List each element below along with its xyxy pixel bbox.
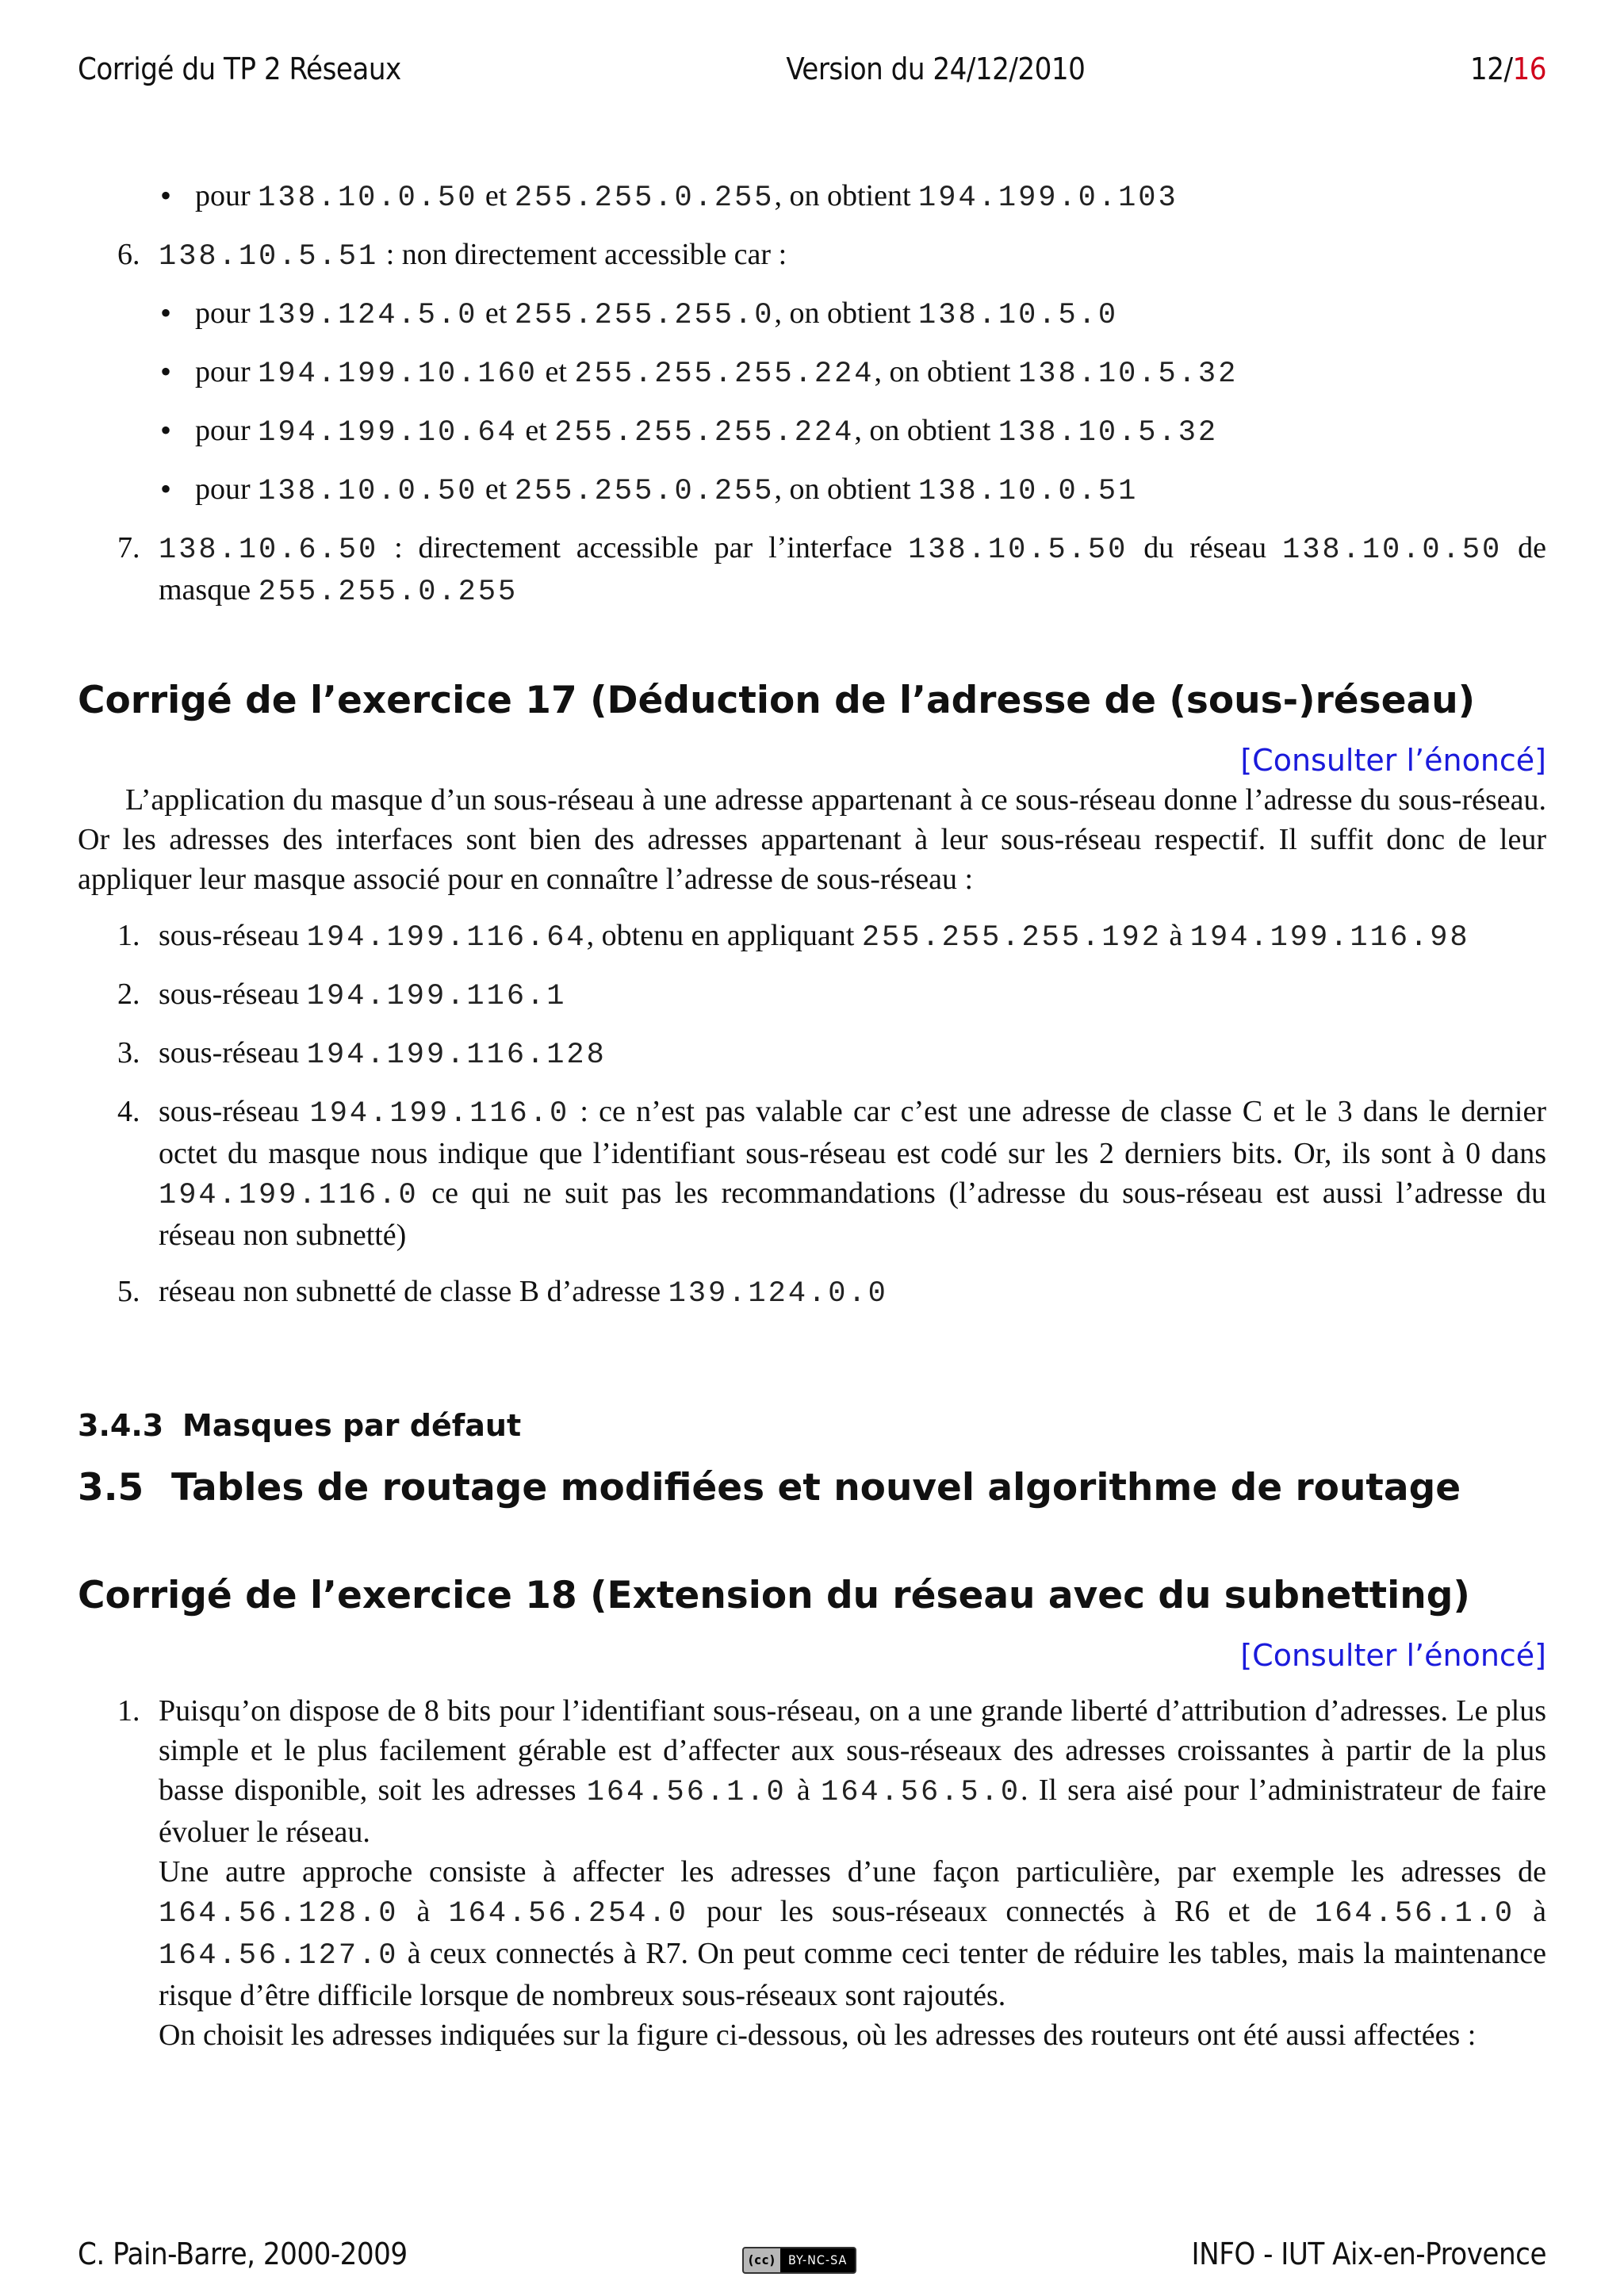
list-item: • pour 194.199.10.160 et 255.255.255.224, on obtient 138.10.5.32 — [195, 352, 1546, 394]
exercise-18-paragraph: Une autre approche consiste à affecter les adresses d’une façon particulière, par exemple les adresses de 164.56.128.0 à 164.56.254.0 pour les sous-réseaux connectés à R6 et de 164.56.1.0 à 164.56.127.0 à ceux connectés à R7. On peut comme ceci tenter de réduire les tables, mais la maintenance risque d’être difficile lorsque de nombreux sous-réseaux sont rajoutés. — [159, 1855, 1546, 2012]
footer-organization: INFO - IUT Aix-en-Provence — [1191, 2237, 1546, 2271]
numbered-list — [78, 916, 1546, 1314]
list-item: 1. Puisqu’on dispose de 8 bits pour l’identifiant sous-réseau, on a une grande liberté d’attribution d’adresses. Le plus simple et le plus facilement gérable est d’affecter aux sous-réseaux des adresses croissantes à partir de la plus basse disponible, soit les adresses 164.56.1.0 à 164.56.5.0. Il sera aisé pour l’administrateur de faire évoluer le réseau. Une autre approche consiste à affecter les adresses d’une façon particulière, par exemple les adresses de 164.56.128.0 à 164.56.254.0 pour les sous-réseaux connectés à R6 et de 164.56.1.0 à 164.56.127.0 à ceux connectés à R7. On peut comme ceci tenter de réduire les tables, mais la maintenance risque d’être difficile lorsque de nombreux sous-réseaux sont rajoutés. On choisit les adresses indiquées sur la figure ci-dessous, où les adresses des routeurs ont été aussi affectées : — [159, 1691, 1546, 2055]
list-item: 4. sous-réseau 194.199.116.0 : ce n’est pas valable car c’est une adresse de classe C et le 3 dans le dernier octet du masque nous indique que l’identifiant sous-réseau est codé sur les 2 derniers bits. Or, ils sont à 0 dans 194.199.116.0 ce qui ne suit pas les recommandations (l’adresse du sous-réseau est aussi l’adresse du réseau non subnetté) — [117, 1095, 1546, 1252]
exercise-18-paragraph: On choisit les adresses indiquées sur la figure ci-dessous, où les adresses des routeurs ont été aussi affectées : — [159, 2019, 1477, 2052]
page-header — [78, 49, 1546, 89]
list-item: 1. sous-réseau 194.199.116.64, obtenu en appliquant 255.255.255.192 à 194.199.116.98 — [117, 919, 1470, 955]
page-footer — [78, 2234, 1546, 2274]
bullet-list — [78, 176, 1546, 218]
exercise-17-heading: Corrigé de l’exercice 17 (Déduction de l’adresse de (sous-)réseau) — [78, 679, 1476, 722]
total-pages-link[interactable]: 16 — [1512, 52, 1546, 86]
section-3-5-heading: 3.5 Tables de routage modifiées et nouvel algorithme de routage — [78, 1466, 1461, 1510]
list-item: • pour 194.199.10.64 et 255.255.255.224, on obtient 138.10.5.32 — [195, 411, 1546, 453]
numbered-list — [78, 528, 1546, 612]
list-item: • pour 138.10.0.50 et 255.255.0.255, on obtient 194.199.0.103 — [195, 176, 1546, 218]
bullet-list — [78, 293, 1546, 511]
numbered-list — [78, 235, 1546, 277]
list-item: 5. réseau non subnetté de classe B d’adresse 139.124.0.0 — [117, 1275, 888, 1311]
header-title: Corrigé du TP 2 Réseaux — [78, 52, 401, 86]
page-number: 12/16 — [1469, 52, 1546, 86]
page-content — [78, 176, 1546, 2072]
list-item: 6. 138.10.5.51 : non directement accessible car : — [117, 238, 787, 274]
list-item: • pour 138.10.0.50 et 255.255.0.255, on obtient 138.10.0.51 — [195, 469, 1546, 511]
consult-statement-link[interactable]: [Consulter l’énoncé] — [1240, 1638, 1546, 1673]
footer-author: C. Pain-Barre, 2000-2009 — [78, 2237, 408, 2271]
exercise-17-intro: L’application du masque d’un sous-réseau à une adresse appartenant à ce sous-réseau donne l’adresse du sous-réseau. Or les adresses des interfaces sont bien des adresses appartenant à leur sous-réseau respectif. Il suffit donc de leur appliquer leur masque associé pour en connaître l’adresse de sous-réseau : — [78, 783, 1546, 896]
section-3-4-3-heading: 3.4.3 Masques par défaut — [78, 1408, 522, 1443]
list-item: 2. sous-réseau 194.199.116.1 — [117, 978, 567, 1013]
header-version: Version du 24/12/2010 — [786, 52, 1086, 86]
numbered-list — [78, 1691, 1546, 2055]
consult-statement-link[interactable]: [Consulter l’énoncé] — [1240, 743, 1546, 778]
list-item: 7. 138.10.6.50 : directement accessible par l’interface 138.10.5.50 du réseau 138.10.0.50 de masque 255.255.0.255 — [117, 531, 1546, 609]
cc-license-badge[interactable]: (cc) BY-NC-SA — [742, 2247, 857, 2274]
list-item: • pour 139.124.5.0 et 255.255.255.0, on obtient 138.10.5.0 — [195, 293, 1546, 335]
exercise-18-paragraph: Puisqu’on dispose de 8 bits pour l’identifiant sous-réseau, on a une grande liberté d’attribution d’adresses. Le plus simple et le plus facilement gérable est d’affecter aux sous-réseaux des adresses croissantes à partir de la plus basse disponible, soit les adresses 164.56.1.0 à 164.56.5.0. Il sera aisé pour l’administrateur de faire évoluer le réseau. — [159, 1694, 1546, 1849]
exercise-18-heading: Corrigé de l’exercice 18 (Extension du réseau avec du subnetting) — [78, 1574, 1470, 1617]
list-item: 3. sous-réseau 194.199.116.128 — [117, 1036, 607, 1072]
